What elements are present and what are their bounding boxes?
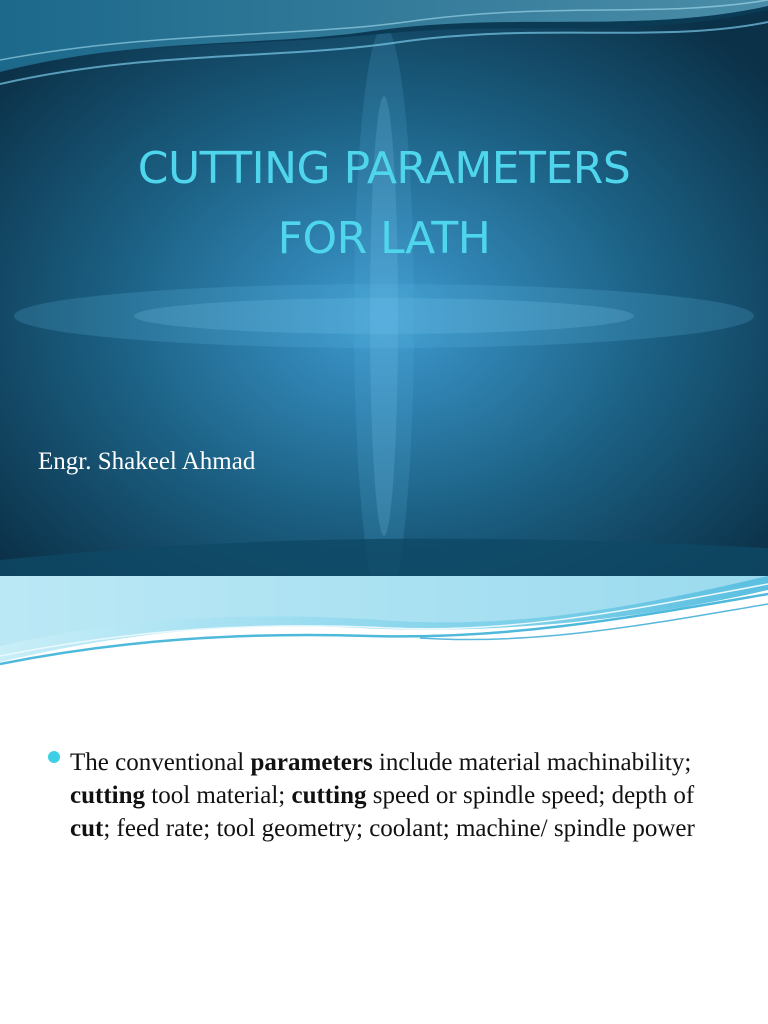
bullet-run: speed or spindle speed; depth of xyxy=(366,782,695,809)
author-name: Engr. Shakeel Ahmad xyxy=(38,448,256,475)
content-slide xyxy=(0,576,768,1024)
bullet-run: include material machinability; xyxy=(372,749,692,776)
bullet-keyword: cut xyxy=(70,815,104,842)
title-line-1: CUTTING PARAMETERS xyxy=(137,143,631,194)
bullet-keyword: cutting xyxy=(291,782,367,809)
bullet-run: The conventional xyxy=(70,749,251,776)
bullet-dot-icon xyxy=(48,751,60,763)
bullet-keyword: parameters xyxy=(250,749,373,776)
content-slide-wave-header xyxy=(0,576,768,686)
title-line-2: FOR LATH xyxy=(277,213,491,264)
slide-title xyxy=(40,134,728,274)
bullet-text xyxy=(70,749,695,842)
bullet-item xyxy=(48,746,738,845)
bullet-run: tool material; xyxy=(145,782,292,809)
bullet-list xyxy=(48,746,738,845)
bullet-keyword: cutting xyxy=(70,782,145,809)
bullet-run: ; feed rate; tool geometry; coolant; machine/ spindle power xyxy=(103,815,695,842)
